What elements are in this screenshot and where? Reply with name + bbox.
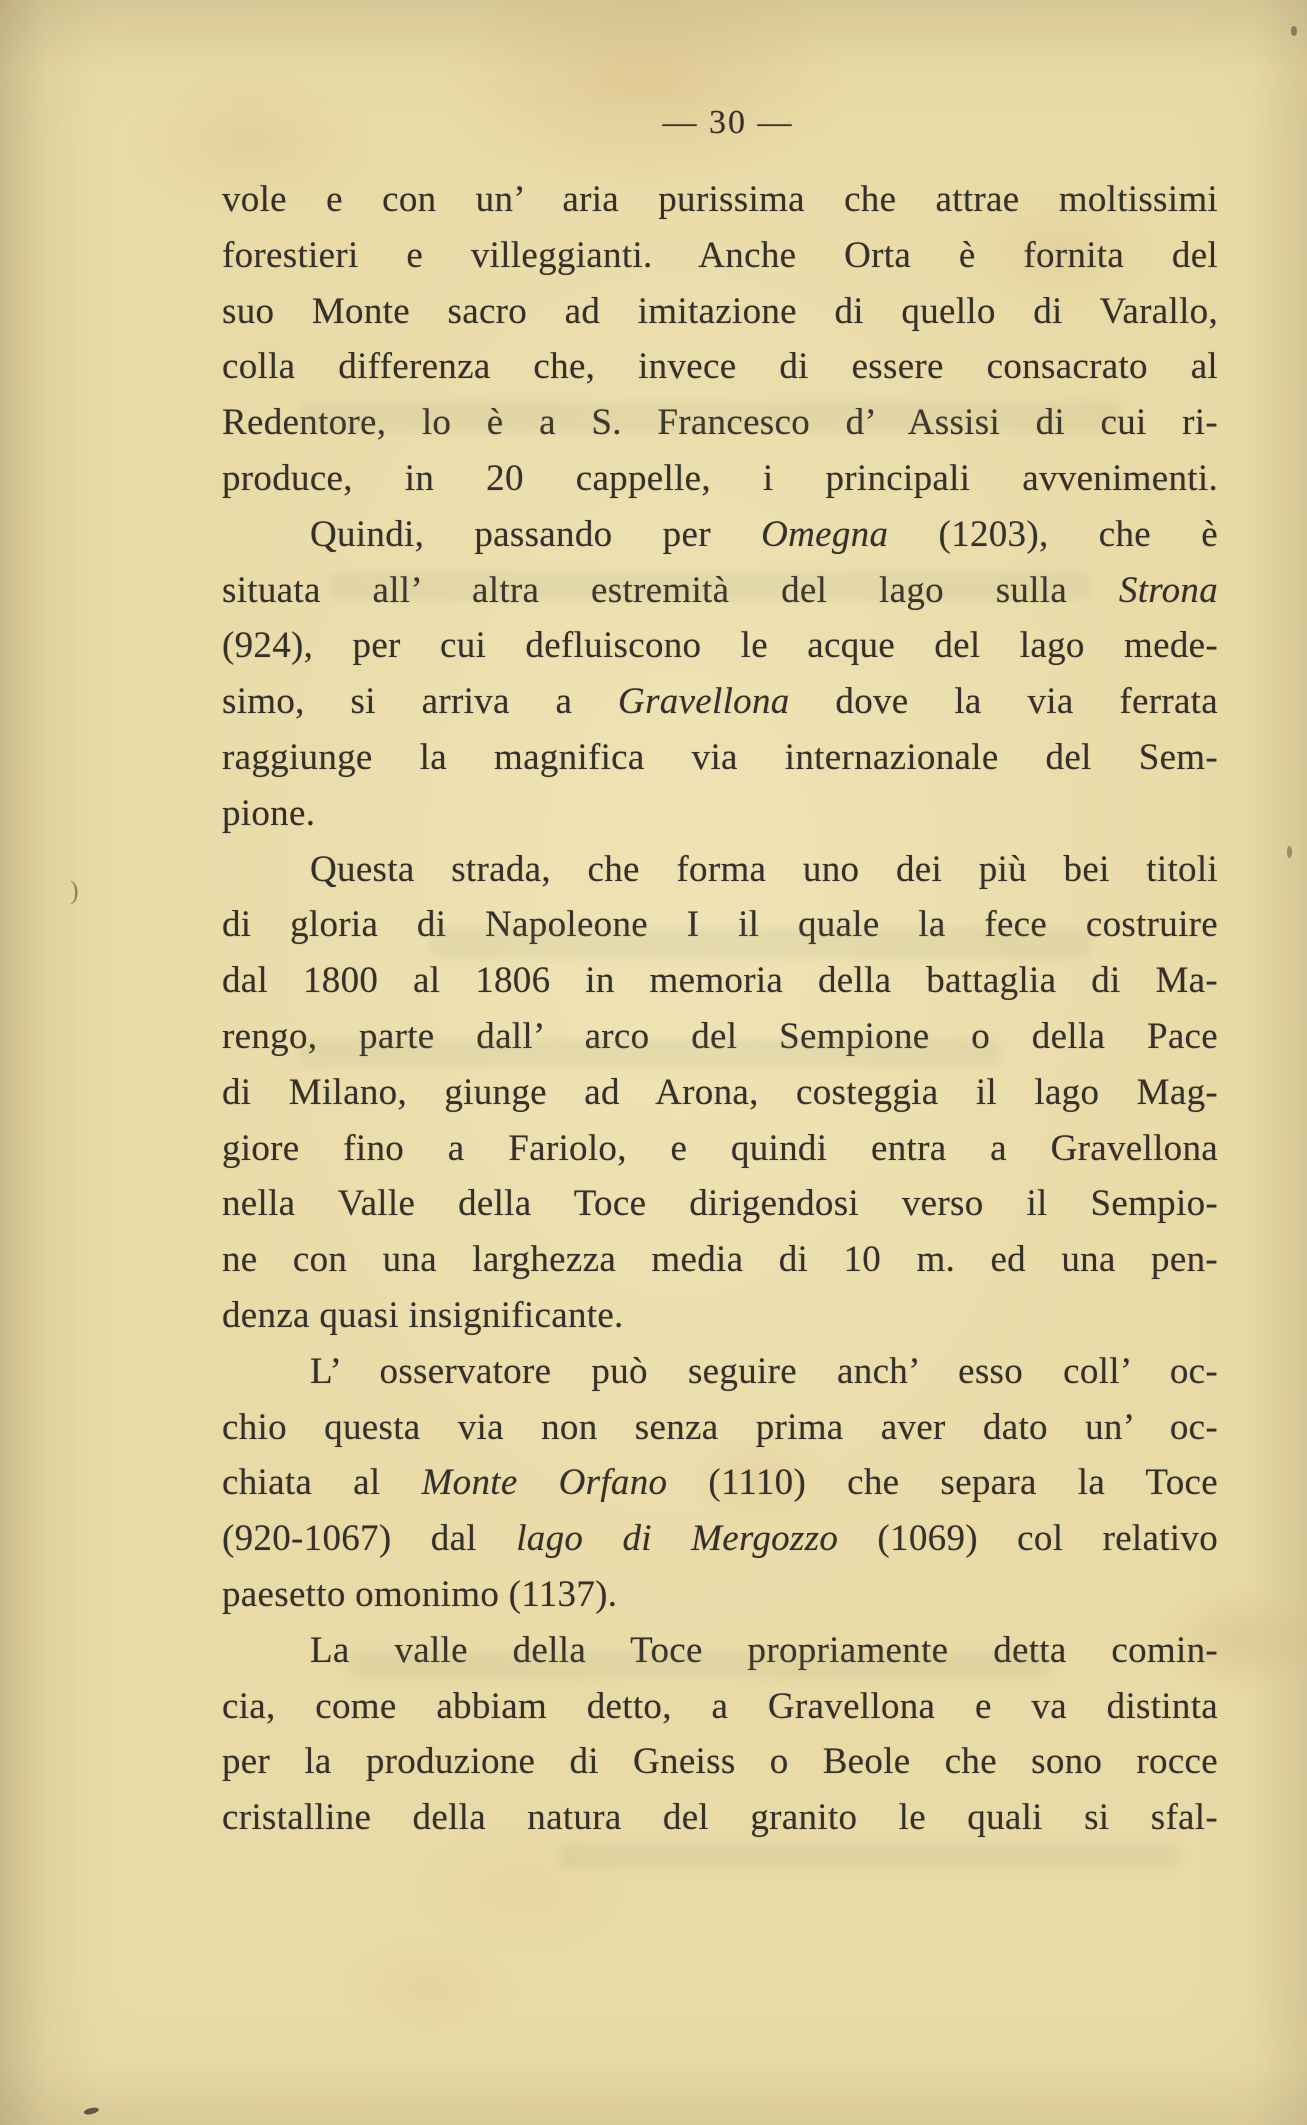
text-segment: pione. <box>222 792 316 834</box>
paragraph <box>222 842 1218 1344</box>
text-line <box>222 953 1218 1009</box>
text-segment: raggiunge la magnifica via internazionale del Sem- <box>222 736 1218 778</box>
paragraph <box>222 507 1218 842</box>
text-segment: forestieri e villeggianti. Anche Orta è fornita del <box>222 234 1218 276</box>
text-segment: (1069) col relativo <box>838 1518 1218 1560</box>
text-segment: colla differenza che, invece di essere consacrato al <box>222 346 1218 388</box>
text-line <box>222 228 1218 284</box>
text-line <box>222 1734 1218 1790</box>
text-segment: ne con una larghezza media di 10 m. ed una pen- <box>222 1239 1218 1281</box>
italic-text: Gravellona <box>618 681 790 723</box>
text-line <box>222 395 1218 451</box>
text-line <box>222 730 1218 786</box>
text-segment: simo, si arriva a <box>222 681 619 723</box>
text-line <box>222 284 1218 340</box>
text-line <box>222 172 1218 228</box>
text-segment: rengo, parte dall’ arco del Sempione o della Pace <box>222 1015 1218 1057</box>
text-line <box>222 1065 1218 1121</box>
text-segment: La valle della Toce propriamente detta comin- <box>310 1629 1218 1671</box>
text-segment: cia, come abbiam detto, a Gravellona e va distinta <box>222 1685 1218 1727</box>
text-segment: L’ osservatore può seguire anch’ esso coll’ oc- <box>310 1350 1218 1392</box>
text-segment: situata all’ altra estremità del lago sulla <box>222 569 1119 611</box>
text-segment: nella Valle della Toce dirigendosi verso il Sempio- <box>222 1183 1218 1225</box>
text-line <box>222 1790 1218 1846</box>
text-segment: suo Monte sacro ad imitazione di quello di Varallo, <box>222 290 1218 332</box>
text-segment: (1203), che è <box>888 513 1218 555</box>
text-line <box>222 1567 1218 1623</box>
text-segment: produce, in 20 cappelle, i principali avvenimenti. <box>222 457 1218 499</box>
text-segment: chio questa via non senza prima aver dato un’ oc- <box>222 1406 1218 1448</box>
text-line <box>222 897 1218 953</box>
text-segment: dove la via ferrata <box>789 681 1218 723</box>
text-segment: paesetto omonimo (1137). <box>222 1573 618 1615</box>
text-line <box>222 1679 1218 1735</box>
text-line <box>222 674 1218 730</box>
text-segment: (924), per cui defluiscono le acque del lago mede- <box>222 625 1218 667</box>
text-segment: vole e con un’ aria purissima che attrae moltissimi <box>222 179 1218 220</box>
text-line <box>222 451 1218 507</box>
ink-speck <box>83 2106 99 2115</box>
text-line <box>222 1121 1218 1177</box>
text-segment: Quindi, passando per <box>310 513 762 555</box>
text-line <box>222 618 1218 674</box>
showthrough-smudge <box>560 1844 1180 1868</box>
text-segment: cristalline della natura del granito le quali si sfal- <box>222 1797 1218 1839</box>
text-line <box>222 563 1218 619</box>
text-line <box>222 1511 1218 1567</box>
text-segment: giore fino a Fariolo, e quindi entra a Gravellona <box>222 1127 1218 1169</box>
text-segment: (920-1067) dal <box>222 1518 517 1560</box>
ink-speck <box>1287 846 1292 858</box>
text-segment: Questa strada, che forma uno dei più bei titoli <box>310 848 1218 890</box>
text-line <box>222 1344 1218 1400</box>
text-line <box>222 1232 1218 1288</box>
text-segment: di gloria di Napoleone I il quale la fece costruire <box>222 904 1218 946</box>
italic-text: Omegna <box>761 513 889 555</box>
paragraph <box>222 1344 1218 1623</box>
text-line <box>222 842 1218 898</box>
text-block <box>222 172 1218 1846</box>
text-line <box>222 1400 1218 1456</box>
text-line <box>222 1288 1218 1344</box>
paragraph <box>222 1623 1218 1846</box>
stray-margin-mark: ) <box>70 876 79 905</box>
text-segment: dal 1800 al 1806 in memoria della battaglia di Ma- <box>222 960 1218 1002</box>
text-segment: (1110) che separa la Toce <box>667 1462 1218 1504</box>
italic-text: lago di Mergozzo <box>516 1518 839 1560</box>
text-line <box>222 1455 1218 1511</box>
paragraph <box>222 172 1218 507</box>
text-line <box>222 1009 1218 1065</box>
text-line <box>222 1623 1218 1679</box>
text-line <box>222 1176 1218 1232</box>
text-segment: per la produzione di Gneiss o Beole che sono rocce <box>222 1741 1218 1783</box>
ink-speck <box>1291 26 1297 36</box>
text-segment: di Milano, giunge ad Arona, costeggia il lago Mag- <box>222 1071 1218 1113</box>
italic-text: Strona <box>1118 569 1218 611</box>
text-segment: denza quasi insignificante. <box>222 1294 624 1336</box>
text-line <box>222 786 1218 842</box>
italic-text: Monte Orfano <box>421 1462 668 1504</box>
text-line <box>222 339 1218 395</box>
page-number: — 30 — <box>662 104 794 141</box>
text-segment: chiata al <box>222 1462 422 1504</box>
text-line <box>222 507 1218 563</box>
text-segment: Redentore, lo è a S. Francesco d’ Assisi di cui ri- <box>222 402 1218 444</box>
